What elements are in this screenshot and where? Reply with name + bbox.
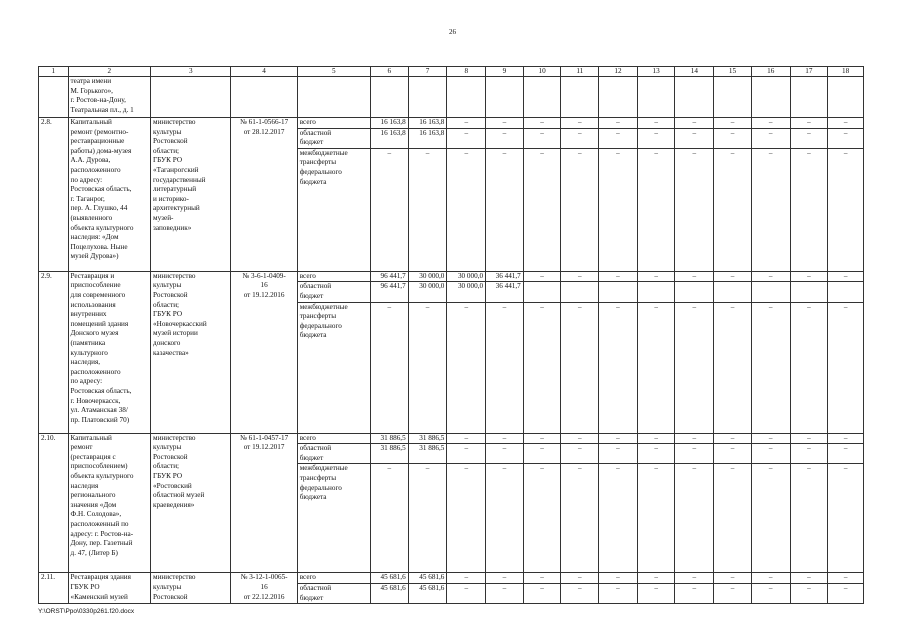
header-cell: 18	[828, 67, 864, 77]
header-cell: 11	[561, 67, 599, 77]
funding-source-cell: областной бюджет	[297, 444, 370, 464]
amount-cell: –	[371, 464, 409, 573]
empty-cell	[408, 77, 447, 118]
table-row	[39, 271, 864, 282]
row-number-cell: 2.11.	[39, 573, 69, 604]
amount-cell: –	[447, 118, 486, 129]
budget-table	[38, 66, 864, 604]
empty-cell	[561, 77, 599, 118]
amount-cell: 31 886,5	[408, 433, 447, 444]
amount-cell: –	[751, 583, 790, 603]
amount-cell: –	[828, 583, 864, 603]
amount-cell: –	[523, 583, 561, 603]
amount-cell: –	[599, 302, 638, 433]
amount-cell: –	[790, 148, 828, 271]
amount-cell: 45 681,6	[371, 583, 409, 603]
amount-cell: 30 000,0	[447, 271, 486, 282]
organization-cell: министерство культуры Ростовской области; ГБУК РО «Новочеркасский музей истории донского казачества»	[151, 271, 231, 433]
amount-cell: –	[523, 128, 561, 148]
object-name-cell: Реставрация и приспособление для современного использования внутренних помещений здания Донского музея (памятника культурного наследия, расположенного по адресу: Ростовская область, г. Новочеркасск, ул. Атаманская 38/ пр. Платовский 70)	[68, 271, 151, 433]
amount-cell: –	[675, 583, 714, 603]
amount-cell	[828, 282, 864, 302]
empty-cell	[599, 77, 638, 118]
amount-cell: 96 441,7	[371, 282, 409, 302]
amount-cell: –	[675, 271, 714, 282]
page-number: 26	[449, 28, 456, 36]
amount-cell: –	[561, 128, 599, 148]
amount-cell: –	[371, 148, 409, 271]
document-path-footer: Y:\ORST\Ppo\0330p261.f20.docx	[38, 608, 135, 615]
amount-cell: –	[599, 271, 638, 282]
amount-cell: –	[675, 128, 714, 148]
amount-cell: –	[751, 118, 790, 129]
header-cell: 14	[675, 67, 714, 77]
empty-cell	[151, 77, 231, 118]
amount-cell: –	[828, 302, 864, 433]
amount-cell: 16 163,8	[408, 128, 447, 148]
amount-cell: –	[561, 573, 599, 584]
amount-cell: –	[447, 573, 486, 584]
amount-cell: –	[523, 573, 561, 584]
amount-cell: –	[751, 302, 790, 433]
amount-cell: –	[751, 464, 790, 573]
amount-cell: 36 441,7	[486, 271, 524, 282]
amount-cell: –	[714, 302, 752, 433]
amount-cell: –	[447, 433, 486, 444]
object-name-cell: Капитальный ремонт (реставрация с приспособлением) объекта культурного наследия регионального значения «Дом Ф.Н. Солодова», расположенный по адресу: г. Ростов-на- Дону, пер. Газетный д. 47, (Литер Б)	[68, 433, 151, 573]
amount-cell: 16 163,8	[371, 128, 409, 148]
header-cell: 10	[523, 67, 561, 77]
amount-cell: –	[675, 444, 714, 464]
header-cell: 4	[231, 67, 297, 77]
amount-cell: –	[599, 433, 638, 444]
funding-source-cell: межбюджетные трансферты федерального бюджета	[297, 148, 370, 271]
amount-cell: –	[447, 128, 486, 148]
amount-cell: –	[486, 444, 524, 464]
amount-cell: –	[828, 444, 864, 464]
amount-cell: –	[828, 128, 864, 148]
amount-cell: –	[447, 444, 486, 464]
amount-cell: –	[675, 464, 714, 573]
funding-source-cell: всего	[297, 271, 370, 282]
header-cell: 16	[751, 67, 790, 77]
amount-cell: 31 886,5	[371, 433, 409, 444]
amount-cell: –	[637, 464, 675, 573]
empty-cell	[447, 77, 486, 118]
amount-cell: 30 000,0	[408, 271, 447, 282]
amount-cell: –	[675, 118, 714, 129]
empty-cell	[751, 77, 790, 118]
amount-cell: –	[790, 433, 828, 444]
amount-cell: –	[675, 302, 714, 433]
amount-cell: –	[714, 148, 752, 271]
object-name-cell: театра имени М. Горького», г. Ростов-на-Дону, Театральная пл., д. 1	[68, 77, 151, 118]
empty-cell	[231, 77, 297, 118]
amount-cell: –	[751, 444, 790, 464]
amount-cell: –	[523, 118, 561, 129]
amount-cell: –	[714, 433, 752, 444]
amount-cell: –	[751, 271, 790, 282]
amount-cell: –	[486, 464, 524, 573]
amount-cell	[751, 282, 790, 302]
amount-cell: –	[599, 583, 638, 603]
amount-cell	[561, 282, 599, 302]
amount-cell: –	[714, 444, 752, 464]
amount-cell: –	[408, 464, 447, 573]
header-cell: 5	[297, 67, 370, 77]
amount-cell: 16 163,8	[371, 118, 409, 129]
row-number-cell	[39, 77, 69, 118]
amount-cell: –	[828, 271, 864, 282]
amount-cell	[675, 282, 714, 302]
amount-cell: 45 681,6	[408, 583, 447, 603]
amount-cell: –	[714, 128, 752, 148]
amount-cell: 45 681,6	[408, 573, 447, 584]
amount-cell: –	[828, 573, 864, 584]
amount-cell: 45 681,6	[371, 573, 409, 584]
amount-cell: –	[447, 148, 486, 271]
organization-cell: министерство культуры Ростовской области; ГБУК РО «Таганрогский государственный литературный и историко- архитектурный музей- заповедник»	[151, 118, 231, 272]
amount-cell: –	[751, 433, 790, 444]
empty-cell	[675, 77, 714, 118]
amount-cell: –	[523, 433, 561, 444]
amount-cell	[523, 282, 561, 302]
amount-cell	[599, 282, 638, 302]
row-number-cell: 2.9.	[39, 271, 69, 433]
amount-cell: –	[599, 444, 638, 464]
amount-cell: –	[790, 271, 828, 282]
document-cell: № 61-1-0457-17 от 19.12.2017	[231, 433, 297, 573]
object-name-cell: Реставрация здания ГБУК РО «Каменский музей	[68, 573, 151, 604]
amount-cell: 36 441,7	[486, 282, 524, 302]
object-name-cell: Капитальный ремонт (ремонтно- реставрационные работы) дома-музея А.А. Дурова, расположенного по адресу: Ростовская область, г. Таганрог, пер. А. Глушко, 44 (выявленного объекта культурного наследия: «Дом Поцелухова. Ныне музей Дурова»)	[68, 118, 151, 272]
amount-cell: –	[790, 583, 828, 603]
funding-source-cell: областной бюджет	[297, 282, 370, 302]
amount-cell: –	[486, 148, 524, 271]
amount-cell: –	[714, 573, 752, 584]
amount-cell: –	[714, 583, 752, 603]
funding-source-cell: областной бюджет	[297, 583, 370, 603]
header-cell: 3	[151, 67, 231, 77]
amount-cell: –	[561, 148, 599, 271]
amount-cell	[790, 282, 828, 302]
amount-cell: –	[486, 302, 524, 433]
amount-cell: –	[637, 573, 675, 584]
funding-source-cell: областной бюджет	[297, 128, 370, 148]
amount-cell	[637, 282, 675, 302]
table-row	[39, 573, 864, 584]
amount-cell: –	[523, 271, 561, 282]
amount-cell: 30 000,0	[447, 282, 486, 302]
empty-cell	[297, 77, 370, 118]
table-row	[39, 118, 864, 129]
amount-cell: –	[751, 573, 790, 584]
organization-cell: министерство культуры Ростовской	[151, 573, 231, 604]
amount-cell: –	[637, 583, 675, 603]
document-cell: № 3-6-1-0409- 16 от 19.12.2016	[231, 271, 297, 433]
table-header-row	[39, 67, 864, 77]
header-cell: 15	[714, 67, 752, 77]
funding-source-cell: межбюджетные трансферты федерального бюджета	[297, 302, 370, 433]
amount-cell: –	[599, 118, 638, 129]
amount-cell: –	[637, 271, 675, 282]
amount-cell: 16 163,8	[408, 118, 447, 129]
amount-cell: –	[714, 464, 752, 573]
header-cell: 6	[371, 67, 409, 77]
amount-cell: –	[599, 128, 638, 148]
amount-cell: –	[714, 118, 752, 129]
amount-cell: –	[790, 302, 828, 433]
amount-cell: –	[523, 148, 561, 271]
amount-cell: –	[371, 302, 409, 433]
amount-cell: –	[523, 464, 561, 573]
amount-cell: –	[790, 444, 828, 464]
amount-cell: –	[790, 464, 828, 573]
amount-cell: –	[447, 302, 486, 433]
header-cell: 9	[486, 67, 524, 77]
amount-cell: –	[561, 302, 599, 433]
amount-cell: –	[675, 573, 714, 584]
funding-source-cell: всего	[297, 118, 370, 129]
amount-cell: –	[486, 433, 524, 444]
amount-cell: –	[561, 464, 599, 573]
empty-cell	[371, 77, 409, 118]
header-cell: 12	[599, 67, 638, 77]
amount-cell: 31 886,5	[408, 444, 447, 464]
document-cell: № 3-12-1-0065- 16 от 22.12.2016	[231, 573, 297, 604]
empty-cell	[523, 77, 561, 118]
amount-cell: –	[599, 148, 638, 271]
amount-cell: 31 886,5	[371, 444, 409, 464]
funding-source-cell: всего	[297, 573, 370, 584]
amount-cell: –	[637, 444, 675, 464]
amount-cell: –	[751, 128, 790, 148]
amount-cell: –	[561, 118, 599, 129]
amount-cell: –	[637, 148, 675, 271]
header-cell: 7	[408, 67, 447, 77]
amount-cell: 30 000,0	[408, 282, 447, 302]
row-number-cell: 2.10.	[39, 433, 69, 573]
funding-source-cell: межбюджетные трансферты федерального бюджета	[297, 464, 370, 573]
amount-cell: –	[447, 583, 486, 603]
amount-cell: –	[828, 464, 864, 573]
amount-cell: –	[828, 148, 864, 271]
amount-cell: –	[599, 573, 638, 584]
funding-source-cell: всего	[297, 433, 370, 444]
amount-cell: –	[675, 148, 714, 271]
amount-cell: –	[408, 302, 447, 433]
organization-cell: министерство культуры Ростовской области; ГБУК РО «Ростовский областной музей краеведения»	[151, 433, 231, 573]
continuation-row	[39, 77, 864, 118]
amount-cell: –	[637, 302, 675, 433]
header-cell: 17	[790, 67, 828, 77]
header-cell: 2	[68, 67, 151, 77]
amount-cell: –	[790, 118, 828, 129]
table-row	[39, 433, 864, 444]
amount-cell: 96 441,7	[371, 271, 409, 282]
empty-cell	[790, 77, 828, 118]
amount-cell: –	[790, 128, 828, 148]
row-number-cell: 2.8.	[39, 118, 69, 272]
amount-cell: –	[486, 118, 524, 129]
header-cell: 8	[447, 67, 486, 77]
amount-cell: –	[523, 302, 561, 433]
amount-cell: –	[561, 583, 599, 603]
amount-cell: –	[637, 433, 675, 444]
empty-cell	[486, 77, 524, 118]
empty-cell	[714, 77, 752, 118]
amount-cell: –	[637, 128, 675, 148]
amount-cell	[714, 282, 752, 302]
amount-cell: –	[790, 573, 828, 584]
amount-cell: –	[561, 444, 599, 464]
amount-cell: –	[637, 118, 675, 129]
amount-cell: –	[675, 433, 714, 444]
amount-cell: –	[828, 433, 864, 444]
empty-cell	[637, 77, 675, 118]
budget-table-wrapper	[38, 66, 864, 604]
amount-cell: –	[408, 148, 447, 271]
amount-cell: –	[561, 271, 599, 282]
amount-cell: –	[523, 444, 561, 464]
header-cell: 1	[39, 67, 69, 77]
amount-cell: –	[828, 118, 864, 129]
amount-cell: –	[486, 583, 524, 603]
empty-cell	[828, 77, 864, 118]
amount-cell: –	[599, 464, 638, 573]
document-cell: № 61-1-0566-17 от 28.12.2017	[231, 118, 297, 272]
amount-cell: –	[751, 148, 790, 271]
amount-cell: –	[486, 573, 524, 584]
amount-cell: –	[561, 433, 599, 444]
amount-cell: –	[486, 128, 524, 148]
amount-cell: –	[714, 271, 752, 282]
header-cell: 13	[637, 67, 675, 77]
amount-cell: –	[447, 464, 486, 573]
